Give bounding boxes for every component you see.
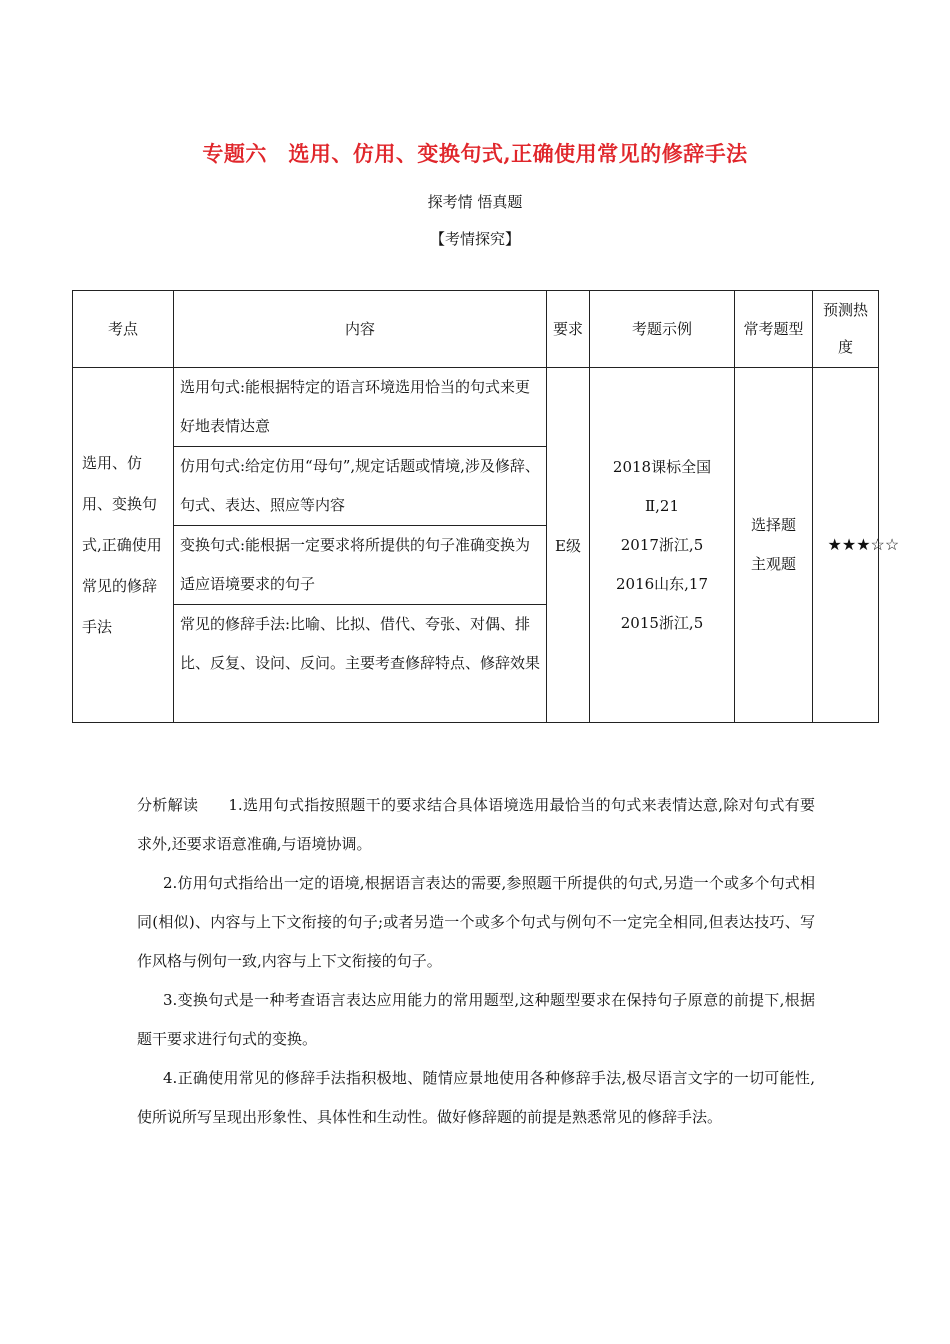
question-type-2: 主观题 bbox=[750, 555, 796, 573]
content-cell-2: 仿用句式:给定仿用“母句”,规定话题或情境,涉及修辞、句式、表达、照应等内容 bbox=[174, 447, 547, 526]
subtitle: 探考情 悟真题 bbox=[427, 193, 523, 211]
content-cell-4: 常见的修辞手法:比喻、比拟、借代、夸张、对偶、排比、反复、设问、反问。主要考查修辞特点、修辞效果 bbox=[174, 605, 547, 723]
analysis-label: 分析解读 bbox=[137, 796, 199, 814]
question-types-cell bbox=[735, 368, 813, 723]
analysis-paragraph-2: 2.仿用句式指给出一定的语境,根据语言表达的需要,参照题干所提供的句式,另造一个或多个句式相同(相似)、内容与上下文衔接的句子;或者另造一个或多个句式与例句不一定完全相同,但表达技巧、写作风格与例句一致,内容与上下文衔接的句子。 bbox=[137, 874, 815, 970]
examples-cell bbox=[590, 368, 735, 723]
kaodian-cell bbox=[73, 368, 174, 723]
analysis-section bbox=[137, 786, 815, 1137]
example-4: 2015浙江,5 bbox=[620, 613, 704, 632]
analysis-paragraph-4: 4.正确使用常见的修辞手法指积极地、随情应景地使用各种修辞手法,极尽语言文字的一切可能性,使所说所写呈现出形象性、具体性和生动性。做好修辞题的前提是熟悉常见的修辞手法。 bbox=[137, 1069, 815, 1126]
table-row bbox=[73, 368, 879, 447]
content-cell-1: 选用句式:能根据特定的语言环境选用恰当的句式来更好地表情达意 bbox=[174, 368, 547, 447]
exam-table bbox=[72, 290, 900, 723]
header-content: 内容 bbox=[174, 291, 547, 368]
question-type-1: 选择题 bbox=[750, 516, 796, 534]
header-heat: 预测热度 bbox=[813, 291, 879, 368]
analysis-paragraph-3: 3.变换句式是一种考查语言表达应用能力的常用题型,这种题型要求在保持句子原意的前提下,根据题干要求进行句式的变换。 bbox=[137, 991, 815, 1048]
kaodian-text: 选用、仿用、变换句式,正确使用常见的修辞手法 bbox=[82, 453, 162, 636]
example-3: 2016山东,17 bbox=[615, 574, 709, 593]
header-examples: 考题示例 bbox=[590, 291, 735, 368]
example-2: 2017浙江,5 bbox=[620, 535, 704, 554]
heat-stars: ★★★☆☆ bbox=[827, 535, 900, 554]
header-question-types: 常考题型 bbox=[735, 291, 813, 368]
example-1: 2018课标全国Ⅱ,21 bbox=[612, 457, 712, 515]
page-title: 专题六 选用、仿用、变换句式,正确使用常见的修辞手法 bbox=[202, 141, 748, 166]
header-kaodian: 考点 bbox=[73, 291, 174, 368]
table-header-row bbox=[73, 291, 879, 368]
section-heading: 【考情探究】 bbox=[429, 230, 520, 248]
content-cell-3: 变换句式:能根据一定要求将所提供的句子准确变换为适应语境要求的句子 bbox=[174, 526, 547, 605]
header-requirement: 要求 bbox=[547, 291, 590, 368]
analysis-paragraph-1: 分析解读 1.选用句式指按照题干的要求结合具体语境选用最恰当的句式来表情达意,除对句式有要求外,还要求语意准确,与语境协调。 bbox=[137, 796, 815, 853]
heat-cell bbox=[813, 368, 900, 723]
requirement-cell: E级 bbox=[547, 368, 590, 723]
